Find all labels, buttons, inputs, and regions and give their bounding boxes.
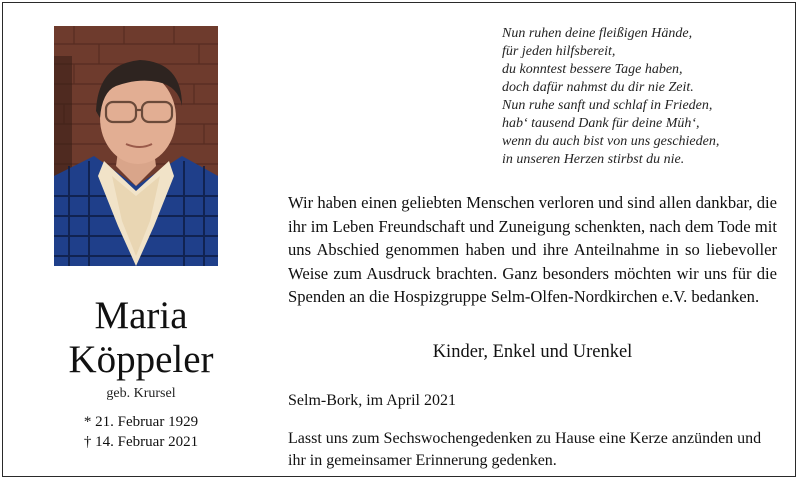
death-date: † 14. Februar 2021: [83, 434, 199, 450]
portrait-photo: [54, 26, 218, 266]
poem-line: Nun ruhen deine fleißigen Hände,: [502, 26, 693, 41]
poem-line: Nun ruhe sanft und schlaf in Frieden,: [502, 98, 713, 113]
poem-line: wenn du auch bist von uns geschieden,: [502, 134, 720, 149]
birth-date: * 21. Februar 1929: [83, 414, 199, 430]
life-dates: [30, 412, 252, 452]
place-date: Selm-Bork, im April 2021: [288, 392, 456, 409]
deceased-last-name: Köppeler: [68, 338, 214, 381]
thanks-paragraph: Wir haben einen geliebten Menschen verloren und sind allen dankbar, die ihr im Leben Freundschaft und Zuneigung schenkten, nach dem Tode mit uns Abschied genommen haben und ihre Anteilnahme in so liebevoller Weise zum Ausdruck brachten. Ganz besonders möchten wir uns für die Spenden an die Hospizgruppe Selm-Olfen-Nordkirchen e.V. bedanken.: [288, 193, 777, 306]
poem: [502, 25, 792, 169]
poem-line: hab‘ tausend Dank für deine Müh‘,: [502, 116, 700, 131]
poem-line: für jeden hilfsbereit,: [502, 44, 616, 59]
deceased-first-name: Maria: [94, 294, 188, 337]
poem-line: in unseren Herzen stirbst du nie.: [502, 152, 685, 167]
closing-paragraph: Lasst uns zum Sechswochengedenken zu Hause eine Kerze anzünden und ihr in gemeinsamer Erinnerung gedenken.: [288, 430, 762, 469]
born-name: geb. Krursel: [106, 386, 176, 401]
poem-line: doch dafür nahmst du dir nie Zeit.: [502, 80, 694, 95]
poem-line: du konntest bessere Tage haben,: [502, 62, 683, 77]
family-signature: Kinder, Enkel und Urenkel: [432, 342, 633, 362]
